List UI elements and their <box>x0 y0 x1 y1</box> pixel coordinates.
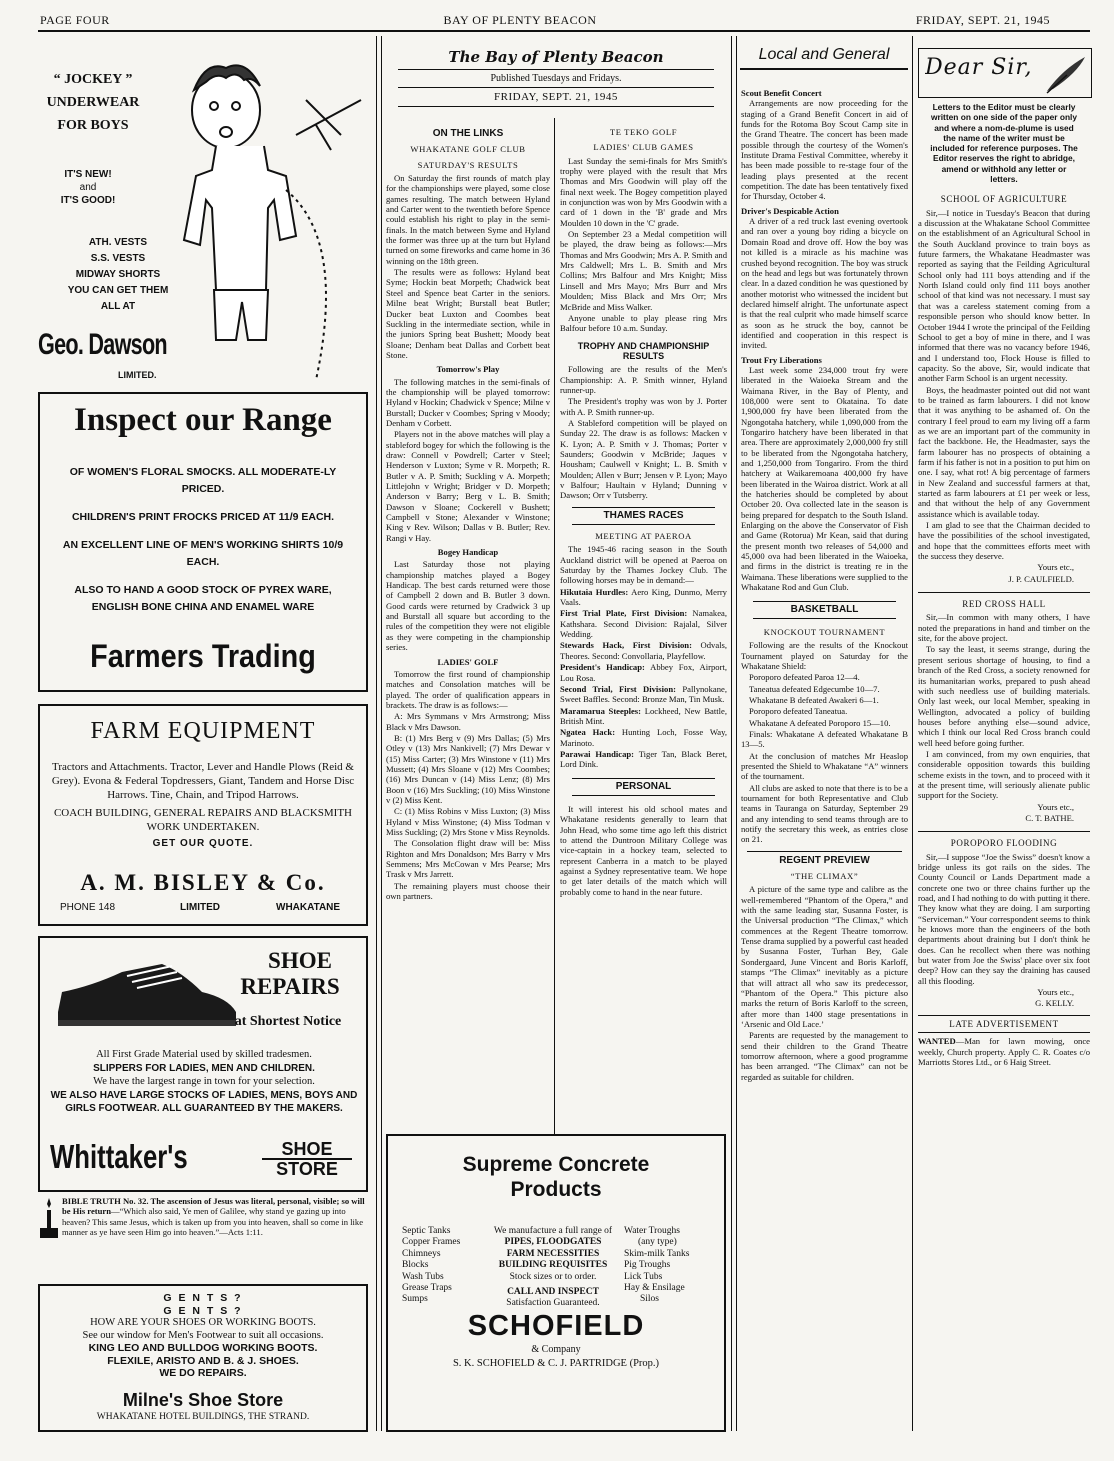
article-heading: SCHOOL OF AGRICULTURE <box>940 194 1068 205</box>
paragraph: The remaining players must choose their own partners. <box>386 880 550 902</box>
jockey-for-boys: FOR BOYS <box>57 118 129 133</box>
paragraph: Arrangements are now proceeding for the staging of a Grand Benefit Concert in aid of funds for the Rotoma Boy Scout Camp site in the Grand Theatre. The concert has been made possible through the courtesy of the Women's Institute Drama Festival Committee, whereby it has been made possible to re-stage four of the leading plays presented at the recent competition. The date has been tentatively fixed for Thursday, October 4. <box>741 98 908 202</box>
paragraph: The President's trophy was won by J. Porter with A. P. Smith runner-up. <box>560 396 727 417</box>
paragraph: C: (1) Miss Robins v Miss Luxton; (3) Miss Hyland v Miss Winstone; (4) Miss Todman v Miss Suckling; (2) Mrs Stone v Miss Reynolds. <box>386 806 550 837</box>
schofield-center-line: Satisfaction Guaranteed. <box>506 1298 600 1309</box>
schofield-center-line: BUILDING REQUISITES <box>498 1260 608 1271</box>
schofield-product: Water Troughs <box>624 1226 680 1236</box>
whittaker-shoe: SHOE <box>268 948 332 973</box>
paragraph: Parents are requested by the management to send their children to the Grand Theatre tomorrow afternoon, where a good programme has been arranged. “The Climax” can not be regarded as suitable for children. <box>741 1030 908 1082</box>
article-heading: RED CROSS HALL <box>918 592 1090 609</box>
paragraph: Anyone unable to play please ring Mrs Balfour before 10 a.m. Sunday. <box>560 312 727 334</box>
paragraph: A: Mrs Symmans v Mrs Armstrong; Miss Black v Mrs Dawson. <box>386 711 550 732</box>
paragraph: The results were as follows: Hyland beat Syme; Hockin beat Morpeth; Chadwick beat Steel and Spence beat Carter in the seniors. Milne beat Wright; Burstall beat Butler; Ducker beat Luxton and Coombes beat Suckling in the intermediate section, while in the juniors Spring beat Bushett; Moody beat Sloane; Denham beat Dallas and Corbett beat Stone. <box>386 267 550 360</box>
masthead-title: The Bay of Plenty Beacon <box>448 48 664 66</box>
schofield-product: Grease Traps <box>402 1283 452 1294</box>
schofield-product: Pig Troughs <box>624 1260 671 1271</box>
dear-sir-script: Dear Sir, <box>925 55 1033 80</box>
milne-address: WHAKATANE HOTEL BUILDINGS, THE STRAND. <box>96 1412 310 1422</box>
farmers-line: OF WOMEN'S FLORAL SMOCKS. ALL MODERATE-LY PRICED. <box>69 466 337 495</box>
race-entry: President's Handicap: Abbey Fox, Airport, Lou Rosa. <box>560 662 727 683</box>
schofield-product: Copper Frames <box>402 1237 461 1248</box>
whittaker-shoe-store <box>262 1140 352 1178</box>
schofield-title: Supreme Concrete <box>462 1153 650 1176</box>
article-heading: REGENT PREVIEW <box>747 851 902 866</box>
result-line: Taneatua defeated Edgecumbe 10—7. <box>749 683 880 694</box>
race-entry: Ngatea Hack: Hunting Loch, Fosse Way, Marinoto. <box>560 727 727 748</box>
paragraph: At the conclusion of matches Mr Heaslop presented the Shield to Whakatane “A” winners of the tournament. <box>741 750 908 782</box>
bisley-body: Tractors and Attachments. Tractor, Lever and Handle Plows (Reid & Grey). Evona & Federal Topdressers, Giant, Tandem and Horse Disc Harrows. Tine, Chain, and Tripod Harrows. <box>51 761 355 801</box>
result-line: Whakatane A defeated Poroporo 15—10. <box>749 717 891 728</box>
milne-line: FLEXILE, ARISTO AND B. & J. SHOES. <box>107 1354 299 1367</box>
schofield-title-2: Products <box>510 1178 602 1201</box>
paragraph: I am convinced, from my own enquiries, that considerable opposition towards this building scheme exists in the town, and to proceed with it at the present time, will seriously alienate public support for the Society. <box>918 748 1090 801</box>
paragraph: The following matches in the semi-finals of the championship will be played tomorrow: Hyland v Hockin; Chadwick v Spence; Milne v Burstall; Ducker v Coombes; Spring v Moody; Denham v Corbett. <box>386 376 550 428</box>
paragraph: Following are the results of the Men's Championship: A. P. Smith winner, Hyland runner-up. <box>560 364 727 395</box>
local-and-general-column <box>741 88 908 1431</box>
result-line: Finals: Whakatane A defeated Whakatane B 13—5. <box>741 728 908 750</box>
header-rule <box>38 30 1090 32</box>
signature: J. P. CAULFIELD. <box>1008 573 1074 584</box>
article-heading: PERSONAL <box>572 778 715 796</box>
jockey-brand: “ JOCKEY ” <box>53 72 133 87</box>
paper-name-header: BAY OF PLENTY BEACON <box>443 13 597 27</box>
jockey-limited: LIMITED. <box>118 370 157 380</box>
yours-line: Yours etc., <box>1037 987 1074 998</box>
milne-gents-2: G E N T S ? <box>163 1304 243 1317</box>
schofield-center-line: CALL AND INSPECT <box>507 1287 599 1298</box>
paragraph: The 1945-46 racing season in the South Auckland district will be opened at Paeroa on Saturday by the Thames Jockey Club. The following horses may be in demand:— <box>560 544 727 586</box>
whittaker-name: Whittaker's <box>50 1138 188 1175</box>
whittaker-line: We have the largest range in town for your selection. <box>93 1076 315 1087</box>
whittaker-line: SLIPPERS FOR LADIES, MEN AND CHILDREN. <box>93 1062 315 1074</box>
schofield-center-line: We manufacture a full range of <box>493 1226 613 1236</box>
jockey-all-at: ALL AT <box>100 301 136 312</box>
paragraph: All clubs are asked to note that there is to be a tournament for both Representative and Club teams in Tauranga on Saturday, September 29 and any intending to send teams through are to notify the secretary this week, as entries close on 21. <box>741 782 908 845</box>
bisley-name: A. M. BISLEY & Co. <box>80 870 326 895</box>
schofield-name: SCHOFIELD <box>467 1310 645 1342</box>
schofield-company: & Company <box>531 1344 581 1355</box>
jockey-its-good: IT'S GOOD! <box>60 195 116 206</box>
race-entry: Parawai Handicap: Tiger Tan, Black Beret, Lord Dink. <box>560 748 727 770</box>
article-subheading: LADIES' GOLF <box>437 656 499 667</box>
bisley-body-2: COACH BUILDING, GENERAL REPAIRS AND BLACKSMITH WORK UNDERTAKEN. <box>53 807 353 833</box>
paragraph: Players not in the above matches will play a stableford bogey for which the following is the draw: Connell v Powdrell; Carter v Steel; Henderson v Luxton; Syme v R. Morpeth; R. Butler v A. P. Smith; Suckling v A. Morpeth; Littlejohn v Wright; Bridger v D. Morpeth; Anderson v Barry; Berg v L. B. Smith; Dawson v Sloane; Cockerell v Bushett; Campbell v Stone; Alexander v Winstone; King v Rev. Wilson; Dallas v B. Butler; Rev. Rangi v Hay. <box>386 429 550 543</box>
schofield-product: Silos <box>640 1294 660 1305</box>
masthead-date: FRIDAY, SEPT. 21, 1945 <box>494 91 618 103</box>
farmers-line: AN EXCELLENT LINE OF MEN'S WORKING SHIRTS 10/9 EACH. <box>62 539 344 568</box>
race-entry: Hikutaia Hurdles: Aero King, Dunmo, Merry Vaals. <box>560 586 727 608</box>
schofield-center-line: FARM NECESSITIES <box>506 1248 600 1259</box>
milne-line: WE DO REPAIRS. <box>159 1367 247 1379</box>
jockey-underwear: UNDERWEAR <box>46 95 140 110</box>
schofield-center-line: PIPES, FLOODGATES <box>504 1237 602 1248</box>
article-heading: LATE ADVERTISEMENT <box>918 1015 1090 1033</box>
whittaker-shoe-ad <box>38 936 368 1192</box>
paragraph: Following are the results of the Knockout Tournament played on Saturday for the Whakatane Shield: <box>741 640 908 671</box>
paragraph: Sir,—I suppose “Joe the Swiss” doesn't know a bridge unless its got rails on the sides. The County Council or Lands Department made a concrete one two or three chains further up the road, and I had nothing to do with putting it there. They know what they are doing. I am surporting “Serviceman.” Your correspondent seems to think he knows more than the engineers of the both departments about draining but I don't think he does. Can he recollect when there was nothing but water from Joe the Swiss' place over six foot deep? How can they say the draining has caused all this flooding. <box>918 851 1090 986</box>
paragraph: Boys, the headmaster pointed out did not want to be trained as farm labourers. I did not know that it was anything to be ashamed of. On the contrary I feel proud to earn my living off a farm as we are an important part of the community in fact the backbone. He, the Headmaster, says the farm labourer has no prospects of obtaining a farm if his father is not in a position to put him on one. I say, what rot! A big percentage of farmers in New Zealand and successful farmers at that, started as farm labourers at £1 per week or less, and that without the help of any Government assistance which is available today. <box>918 384 1090 519</box>
farmers-line: CHILDREN'S PRINT FROCKS PRICED AT 11/9 EACH. <box>71 511 335 523</box>
bisley-title: FARM EQUIPMENT <box>90 718 316 744</box>
quill-pen-icon <box>1043 53 1089 95</box>
paragraph: On September 23 a Medal competition will be played, the draw being as follows:—Mrs Thomas and Mrs Goodwin; Mrs A. P. Smith and Mrs Caldwell; Mrs L. B. Smith and Mrs Collins; Mrs Balfour and Mrs Knight; Miss Linsell and Mrs Mayo; Mrs Burr and Mrs Moulden; Miss Black and Mrs Orr; Mrs McBride and Miss Walker. <box>560 229 727 312</box>
whittaker-repairs: REPAIRS <box>240 974 340 999</box>
schofield-product: Blocks <box>402 1260 429 1271</box>
article-subheading: “THE CLIMAX” <box>790 871 859 882</box>
paragraph: Last Saturday those not playing championship matches played a Bogey Handicap. The best cards returned were those of Campbell 2 down and B. Butler 3 down. Good cards were returned by Cradwick 3 up and Burstall all square but according to the rules of the competition they were not eligible as they were competing in the championship series. <box>386 559 550 653</box>
article-subheading: Driver's Despicable Action <box>741 205 839 216</box>
milne-line: HOW ARE YOUR SHOES OR WORKING BOOTS. <box>90 1317 316 1328</box>
paragraph: Sir,—In common with many others, I have noted the preparations in hand and timber on the site, for the above project. <box>918 612 1090 644</box>
schofield-product: Wash Tubs <box>402 1271 444 1282</box>
article-subheading: Scout Benefit Concert <box>741 88 822 98</box>
local-and-general-heading: Local and General <box>740 46 908 70</box>
article-heading: THAMES RACES <box>572 507 715 525</box>
schofield-product: (any type) <box>638 1237 677 1248</box>
yours-line: Yours etc., <box>1037 801 1074 812</box>
page-number: PAGE FOUR <box>40 13 110 27</box>
farmers-shop-name: Farmers Trading <box>90 638 316 674</box>
bible-lead: BIBLE TRUTH No. 32. The ascension of Jesus was literal, personal, visible; so will be His return <box>62 1196 365 1217</box>
schofield-product: Sumps <box>402 1294 428 1305</box>
jockey-its-new: IT'S NEW! <box>64 169 112 180</box>
paragraph: It will interest his old school mates and Whakatane residents generally to learn that John Head, who some time ago left this district to attend the Duntroon Military College was vice-captain in a hockey team, selected to represent Canberra in a match to be played against a Sydney representative team. We hope to get later details of the match which will probably come to hand in the near future. <box>560 803 727 897</box>
article-subheading: WHAKATANE GOLF CLUB <box>410 144 526 155</box>
race-entry: First Trial Plate, First Division: Namakea, Kathshara. Second Division: Rajalal, Silver Wedding. <box>560 608 727 640</box>
schofield-product: Septic Tanks <box>402 1226 451 1236</box>
farmers-title: Inspect our Range <box>74 402 332 438</box>
letters-note: Letters to the Editor must be clearly written on one side of the paper only and where a nom-de-plume is used the name of the writer must be included for reference purposes. The Editor reserves the right to abridge, amend or withhold any letter or letters. <box>930 102 1078 185</box>
milne-shoe-store-ad <box>38 1284 368 1432</box>
schofield-product: Skim-milk Tanks <box>624 1248 690 1259</box>
jockey-item: S.S. VESTS <box>90 253 146 264</box>
schofield-product: Lick Tubs <box>624 1271 663 1282</box>
bisley-phone: PHONE 148 <box>60 902 116 913</box>
article-heading: ON THE LINKS <box>432 128 504 139</box>
race-entry: Second Trial, First Division: Pallynokane, Sweet Baffles. Second: Bronze Man, Tin Musk. <box>560 683 727 705</box>
article-heading: BASKETBALL <box>753 601 896 619</box>
article-subheading: KNOCKOUT TOURNAMENT <box>763 626 886 637</box>
jockey-underwear-ad <box>38 40 368 385</box>
article-subheading: Bogey Handicap <box>437 547 499 558</box>
schofield-product: Chimneys <box>402 1248 441 1259</box>
farmers-line: ALSO TO HAND A GOOD STOCK OF PYREX WARE, ENGLISH BONE CHINA AND ENAMEL WARE <box>74 584 332 613</box>
milne-name: Milne's Shoe Store <box>122 1390 284 1410</box>
milne-line: KING LEO AND BULLDOG WORKING BOOTS. <box>88 1342 318 1354</box>
schofield-center-line: Stock sizes or to order. <box>509 1271 597 1282</box>
article-subheading: Tomorrow's Play <box>436 364 500 375</box>
whittaker-shoe-word: SHOE <box>262 1140 352 1160</box>
masthead-publication: Published Tuesdays and Fridays. <box>490 73 622 84</box>
result-line: Whakatane B defeated Awakeri 6—1. <box>749 694 879 705</box>
article-subheading: Trout Fry Liberations <box>741 354 822 365</box>
schofield-proprietors: S. K. SCHOFIELD & C. J. PARTRIDGE (Prop.) <box>452 1358 660 1369</box>
jockey-dealer: Geo. Dawson <box>38 328 167 361</box>
issue-date-header: FRIDAY, SEPT. 21, 1945 <box>915 13 1050 27</box>
whittaker-line: WE ALSO HAVE LARGE STOCKS OF LADIES, MENS, BOYS AND GIRLS FOOTWEAR. ALL GUARANTEED BY THE MAKERS. <box>50 1089 358 1114</box>
bible-text: —“Which also said, Ye men of Galilee, why stand ye gazing up into heaven? This same Jesus, which is taken up from you into heaven, shall so come in like manner as ye have seen Him go into heaven.”—Acts 1:11. <box>62 1206 364 1238</box>
race-entry: Maramarua Steeples: Lockheed, New Battle, British Mint. <box>560 705 727 726</box>
bisley-limited: LIMITED <box>180 902 220 913</box>
milne-line: See our window for Men's Footwear to suit all occasions. <box>82 1329 324 1341</box>
paragraph: A picture of the same type and calibre as the well-remembered “Phantom of the Opera,” and with the same leading star, Susanna Foster, is the Universal production “The Climax,” which commences at the Regent Theatre tomorrow. Tense drama supplied by a powerful cast headed by Susanna Foster, Turhan Bey, Gale Sondergaard, June Vincent and Boris Karloff, stamps “The Climax” inevitably as a picture that will attract all who saw its predecessor, “Phantom of the Opera.” This picture also marks the return of Boris Karloff to the screen, after more than 1400 stage presentations in ‘Arsenic and Old Lace.’ <box>741 884 908 1029</box>
bisley-town: WHAKATANE <box>276 902 341 913</box>
yours-line: Yours etc., <box>1037 562 1074 573</box>
paragraph: Sir,—I notice in Tuesday's Beacon that during a discussion at the Whakatane School Committee on the establishment of an Agricultural School in the South Auckland province to train boys as future farmers, the Whakatane Headmaster was reported as saying that the Feilding Agricultural School only had 111 boys attending and if the North Island could only find 111 boys another school of that kind was not necessary. I must say that was a careless statement coming from a responsible person who should know better. In October 1944 I wrote the principal of the Feilding School to get a boy of mine in there, and I was informed that there was no vacancy before 1946, and I understand too, Flock House is filled to capacity. So the above, Sir, would indicate that another Farm School is an urgent necessity. <box>918 207 1090 384</box>
paragraph: A driver of a red truck last evening overtook and ran over a young boy riding a bicycle on Domain Road and drove off. How the boy was not killed is a miracle as his machine was crushed beyond recognition. The boy was struck on the head and legs but was fortunately thrown clear. In a dazed condition he was questioned by another motorist who witnessed the incident but declared himself alright. The unfortunate aspect is that the real culprit who made himself scarce as soon as he struck the boy, cannot be identified and cooperation in this respect is invited. <box>741 216 908 351</box>
result-line: Poroporo defeated Paroa 12—4. <box>749 672 860 683</box>
result-line: Poroporo defeated Taneatua. <box>749 706 848 717</box>
whittaker-notice: at Shortest Notice <box>234 1014 342 1029</box>
bisley-quote: GET OUR QUOTE. <box>152 838 254 849</box>
article-subheading: SATURDAY'S RESULTS <box>417 159 519 170</box>
whittaker-store-word: STORE <box>276 1159 338 1178</box>
article-heading: TROPHY AND CHAMPIONSHIP RESULTS <box>577 340 710 361</box>
jockey-item: ATH. VESTS <box>88 237 148 248</box>
paragraph: Tomorrow the first round of championship matches and Consolation matches will be played. The order of qualification appears in brackets. The draw is as follows:— <box>386 668 550 710</box>
late-advertisement: WANTED—Man for lawn mowing, once weekly, Church property. Apply C. R. Coates c/o Marriotts Stores Ltd., or 6 Haig Street. <box>918 1036 1090 1067</box>
signature: C. T. BATHE. <box>1025 812 1074 823</box>
paragraph: On Saturday the first rounds of match play for the championships were played, some close games resulting. The match between Hyland and Carter went to the twentieth before Spence could establish his right to play in the semi-finals. In the match between Syme and Hyland the former was three up at the turn but Hyland turned on some fireworks and came home in 36 winning on the 18th green. <box>386 173 550 266</box>
boy-illustration-icon <box>156 40 366 385</box>
article-subheading: MEETING AT PAEROA <box>595 531 692 542</box>
paragraph: A Stableford competition will be played on Sunday 22. The draw is as follows: Macken v K. Lyon; A. P. Smith v J. Thomas; Porter v Saunders; Goodwin v McBride; Jaques v Housham; Caulwell v Knight; L. B. Smith v Moulden; Allen v Burr; Jensen v P. Lyon; Mayo v Balfour; Haultain v Hyland; Dunning v Dawson; Orr v Tutsberry. <box>560 417 727 501</box>
whittaker-line: All First Grade Material used by skilled tradesmen. <box>96 1049 312 1060</box>
paragraph: Last Sunday the semi-finals for Mrs Smith's trophy were played with the result that Mrs Thomas and Mrs Goodwin will play off the final next week. The Bogey competition played in conjunction was won by Mrs Goodwin with a card of 1 down in the 'B' grade and Mrs Moulden 10 down in the 'C' grade. <box>560 155 727 228</box>
race-entry: Stewards Hack, First Division: Odvals, Theores. Second: Convollaria, Playfellow. <box>560 640 727 661</box>
paragraph: I am glad to see that the Chairman decided to have the possibilities of the school investigated, and hope that the committees efforts meet with the success they deserve. <box>918 520 1090 562</box>
paragraph: The Consolation flight draw will be: Miss Righton and Mrs Donaldson; Mrs Barry v Mrs Semmens; Mrs McCowan v Mrs Pearse; Mrs Trask v Mrs Jarrett. <box>386 838 550 880</box>
bisley-farm-equipment-ad <box>38 704 368 926</box>
paragraph: Last week some 234,000 trout fry were liberated in the Waioeka Stream and the Waimana River, in the Bay of Plenty, and 108,000 were sent to Okataina. To date 1,900,000 fry have been liberated from the Ngongotaha hatchery, while 1,090,000 from the Tongariro hatchery have been liberated in that area. There are approximately 2,000,000 fry still to be liberated from the Ngongotaha hatchery, and 1,250,000 from Tongariro. From the third hatchery at Waikaremoana 400,000 fry have been liberated in the Wairoa district. Work at all the hatcheries should be completed by about October 20. Ova collected late in the season is being prepared for despatch to the South Island. Enlarging on the above the Conservator of Fish and Game (Rotorua) Mr Kean, said that during the present month two releases of 54,000 and 45,000 ova had been liberated in the Waioeka, and firms in the district is treating re in the Waimana. These liberations were supplied to the Whakatane Rod and Gun Club. <box>741 364 908 593</box>
jockey-item: MIDWAY SHORTS <box>75 269 161 280</box>
jockey-get-them: YOU CAN GET THEM <box>67 285 169 296</box>
paragraph: B: (1) Mrs Berg v (9) Mrs Dallas; (5) Mrs Otley v (13) Mrs Nankivell; (7) Mrs Dewar v (15) Miss Carter; (3) Mrs Winstone v (11) Mrs Mussett; (4) Mrs Sloane v (12) Mrs Coombes; (16) Mrs Duncan v (14) Miss Lenz; (8) Mrs Boon v (16) Mrs Suckling; (10) Miss Winstone v (2) Miss Kent. <box>386 732 550 805</box>
article-heading: TE TEKO GOLF <box>609 127 678 137</box>
signature: G. KELLY. <box>1035 998 1074 1009</box>
bible-candle-icon <box>38 1196 60 1244</box>
schofield-product: Hay & Ensilage <box>624 1283 685 1294</box>
schofield-concrete-ad <box>386 1134 726 1432</box>
article-subheading: LADIES' CLUB GAMES <box>593 142 694 153</box>
bible-truth <box>38 1196 368 1270</box>
paragraph: To say the least, it seems strange, during the present serious shortage of housing, to find a branch of the Red Cross, a society renowned for its humanitarian works, prepared to push ahead with such needless use of building materials. Only last week, our local Member, speaking in Wellington, advocated a policy of building houses before anything else—sound advice, which I think our local Red Cross branch could well heed before going further. <box>918 644 1090 748</box>
jockey-and: and <box>79 182 97 193</box>
farmers-trading-ad <box>38 392 368 692</box>
article-heading: POROPORO FLOODING <box>918 831 1090 848</box>
letters-column <box>918 102 1090 1432</box>
milne-gents-1: G E N T S ? <box>163 1292 243 1304</box>
